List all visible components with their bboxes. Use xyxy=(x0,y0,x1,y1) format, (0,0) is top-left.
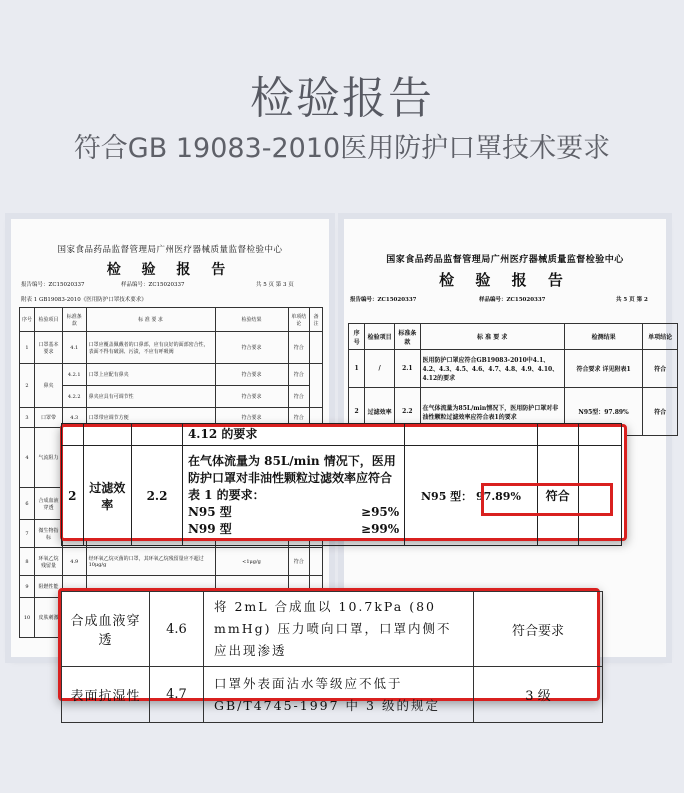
header-cell: 标 准 要 求 xyxy=(86,308,215,332)
appendix-title: 附表 1 GB19083-2010《医用防护口罩技术要求》 xyxy=(21,297,147,303)
cell: 口罩上应配有鼻夹 xyxy=(86,364,215,386)
header-cell: 序号 xyxy=(20,308,35,332)
cell: 过滤效率 xyxy=(365,388,395,436)
cell: 9 xyxy=(20,576,35,598)
cell: 环氧乙烷残留量 xyxy=(35,548,63,576)
cell: 1 xyxy=(349,350,365,388)
cell: <1μg/g xyxy=(215,548,288,576)
item-cell: 过滤效率 xyxy=(83,446,132,546)
page-number: 共 5 页 第 2 xyxy=(616,297,648,303)
n95-threshold: ≥95% xyxy=(361,505,400,519)
sample-number: 样品编号：ZC15020337 xyxy=(121,282,185,288)
cell xyxy=(310,332,323,364)
page-title: 检验报告 xyxy=(250,73,434,124)
cell: 符合要求 xyxy=(215,332,288,364)
issuing-organization: 国家食品药品监督管理局广州医疗器械质量监督检验中心 xyxy=(386,255,624,265)
cell: 符合 xyxy=(288,408,309,428)
cell: 阻燃性能 xyxy=(35,576,63,598)
result-cell: 3 级 xyxy=(474,667,603,723)
header-cell: 标准条款 xyxy=(62,308,86,332)
cell: 2 xyxy=(349,388,365,436)
cell: 鼻夹应具有可调节性 xyxy=(86,386,215,408)
cell: 2.2 xyxy=(395,388,420,436)
header-cell: 单项结论 xyxy=(643,324,678,350)
report-heading: 检 验 报 告 xyxy=(439,271,571,289)
cell: 符合 xyxy=(288,364,309,386)
header-cell: 检测结果 xyxy=(564,324,642,350)
requirement-cell: 将 2mL 合成血以 10.7kPa (80 mmHg) 压力喷向口罩，口罩内侧不应出现渗透 xyxy=(204,592,474,667)
cell: 口罩应覆盖佩戴者的口鼻部，应有良好的面部密合性，表面不得有破洞、污渍，不应有呼吸阀 xyxy=(86,332,215,364)
header-cell: 检验项目 xyxy=(365,324,395,350)
cell: 10 xyxy=(20,598,35,638)
cell xyxy=(62,424,84,446)
table-row xyxy=(62,592,603,667)
cell: 1 xyxy=(20,332,35,364)
header-cell: 单项结论 xyxy=(288,308,309,332)
cell: 口罩基本要求 xyxy=(35,332,63,364)
cell xyxy=(310,364,323,408)
cell: 在气体流量为85L/min情况下，医用防护口罩对非油性颗粒过滤效率应符合表1的要求 xyxy=(420,388,564,436)
header-cell: 标准条款 xyxy=(395,324,420,350)
cell xyxy=(83,424,132,446)
cell: 4.2.2 xyxy=(62,386,86,408)
cell: N95型：97.89% xyxy=(564,388,642,436)
n95-requirement xyxy=(188,504,399,521)
report-heading: 检 验 报 告 xyxy=(106,262,234,278)
cell: 符合 xyxy=(643,388,678,436)
result-highlight-box xyxy=(481,483,613,516)
blood-moisture-zoom xyxy=(58,588,600,713)
cell: 鼻夹 xyxy=(35,364,63,408)
cell: 符合要求 xyxy=(215,364,288,386)
n99-requirement xyxy=(188,521,399,538)
page-number: 共 5 页 第 3 页 xyxy=(256,282,294,288)
requirement-cell xyxy=(182,446,404,546)
clause-cell: 4.7 xyxy=(150,667,204,723)
cell xyxy=(578,424,621,446)
report-number: 报告编号：ZC15020337 xyxy=(21,282,85,288)
table-row xyxy=(349,350,678,388)
cell: 4 xyxy=(20,428,35,488)
cell xyxy=(132,424,183,446)
n99-label: N99 型 xyxy=(187,522,232,536)
table-header-row xyxy=(20,308,323,332)
cell: 口罩带应调节方便 xyxy=(86,408,215,428)
header-cell: 检验项目 xyxy=(35,308,63,332)
cell: 7 xyxy=(20,520,35,548)
cell: 符合要求 xyxy=(215,408,288,428)
cell: 4.9 xyxy=(62,548,86,576)
result-cell: N95 型： 97.89% xyxy=(405,446,538,546)
cell xyxy=(310,548,323,576)
table-row xyxy=(20,364,323,386)
cell: 皮肤刺激 xyxy=(35,598,63,638)
cell: 符合 xyxy=(288,332,309,364)
table-row xyxy=(20,548,323,576)
issuing-organization: 国家食品药品监督管理局广州医疗器械质量监督检验中心 xyxy=(57,245,283,255)
cell: 合成血液穿透 xyxy=(35,488,63,520)
cell: / xyxy=(365,350,395,388)
cell: 2.1 xyxy=(395,350,420,388)
n95-label: N95 型 xyxy=(187,505,232,519)
right-results-table xyxy=(348,323,678,436)
cell: 8 xyxy=(20,548,35,576)
result-cell: 符合要求 xyxy=(474,592,603,667)
cell: 微生物指标 xyxy=(35,520,63,548)
cell: 符合 xyxy=(288,548,309,576)
table-row xyxy=(62,424,622,446)
cell: 6 xyxy=(20,488,35,520)
header-cell: 序号 xyxy=(349,324,365,350)
cell: 4.2.1 xyxy=(62,364,86,386)
row-number-cell: 2 xyxy=(62,446,84,546)
cell: 气流阻力 xyxy=(35,428,63,488)
top-requirement-cell: 4.12 的要求 xyxy=(182,424,404,446)
cell: 符合 xyxy=(643,350,678,388)
requirement-text: 在气体流量为 85L/min 情况下，医用防护口罩对非油性颗粒过滤效率应符合表 1 的要求： xyxy=(187,454,396,502)
table-header-row xyxy=(349,324,678,350)
report-number: 报告编号：ZC15020337 xyxy=(350,297,417,303)
cell: 经环氧乙烷灭菌的口罩，其环氧乙烷残留量应不超过10μg/g xyxy=(86,548,215,576)
cell: 2 xyxy=(20,364,35,408)
cell: 符合要求 详见附表1 xyxy=(564,350,642,388)
header-cell: 备注 xyxy=(310,308,323,332)
cell: 口罩带 xyxy=(35,408,63,428)
table-row xyxy=(20,332,323,364)
table-row xyxy=(62,667,603,723)
n99-threshold: ≥99% xyxy=(361,522,400,536)
clause-cell: 2.2 xyxy=(132,446,183,546)
table-row xyxy=(20,386,323,408)
requirement-cell: 口罩外表面沾水等级应不低于GB/T4745-1997 中 3 级的规定 xyxy=(204,667,474,723)
cell xyxy=(405,424,538,446)
sample-number: 样品编号：ZC15020337 xyxy=(479,297,546,303)
cell: 3 xyxy=(20,408,35,428)
blood-moisture-table xyxy=(61,591,603,723)
header-cell: 检验结果 xyxy=(215,308,288,332)
filtration-efficiency-zoom xyxy=(60,424,627,541)
cell: 4.1 xyxy=(62,332,86,364)
cell: 符合 xyxy=(288,386,309,408)
page-subtitle: 符合GB 19083-2010医用防护口罩技术要求 xyxy=(73,133,611,164)
cell: 4.3 xyxy=(62,408,86,428)
item-cell: 表面抗湿性 xyxy=(62,667,150,723)
cell: 医用防护口罩应符合GB19083-2010中4.1、4.2、4.3、4.5、4.6、4.7、4.8、4.9、4.10、4.12的要求 xyxy=(420,350,564,388)
cell xyxy=(537,424,578,446)
item-cell: 合成血液穿透 xyxy=(62,592,150,667)
header-cell: 标 准 要 求 xyxy=(420,324,564,350)
cell: 符合要求 xyxy=(215,386,288,408)
clause-cell: 4.6 xyxy=(150,592,204,667)
verdict-cell: 符合 xyxy=(537,446,578,546)
